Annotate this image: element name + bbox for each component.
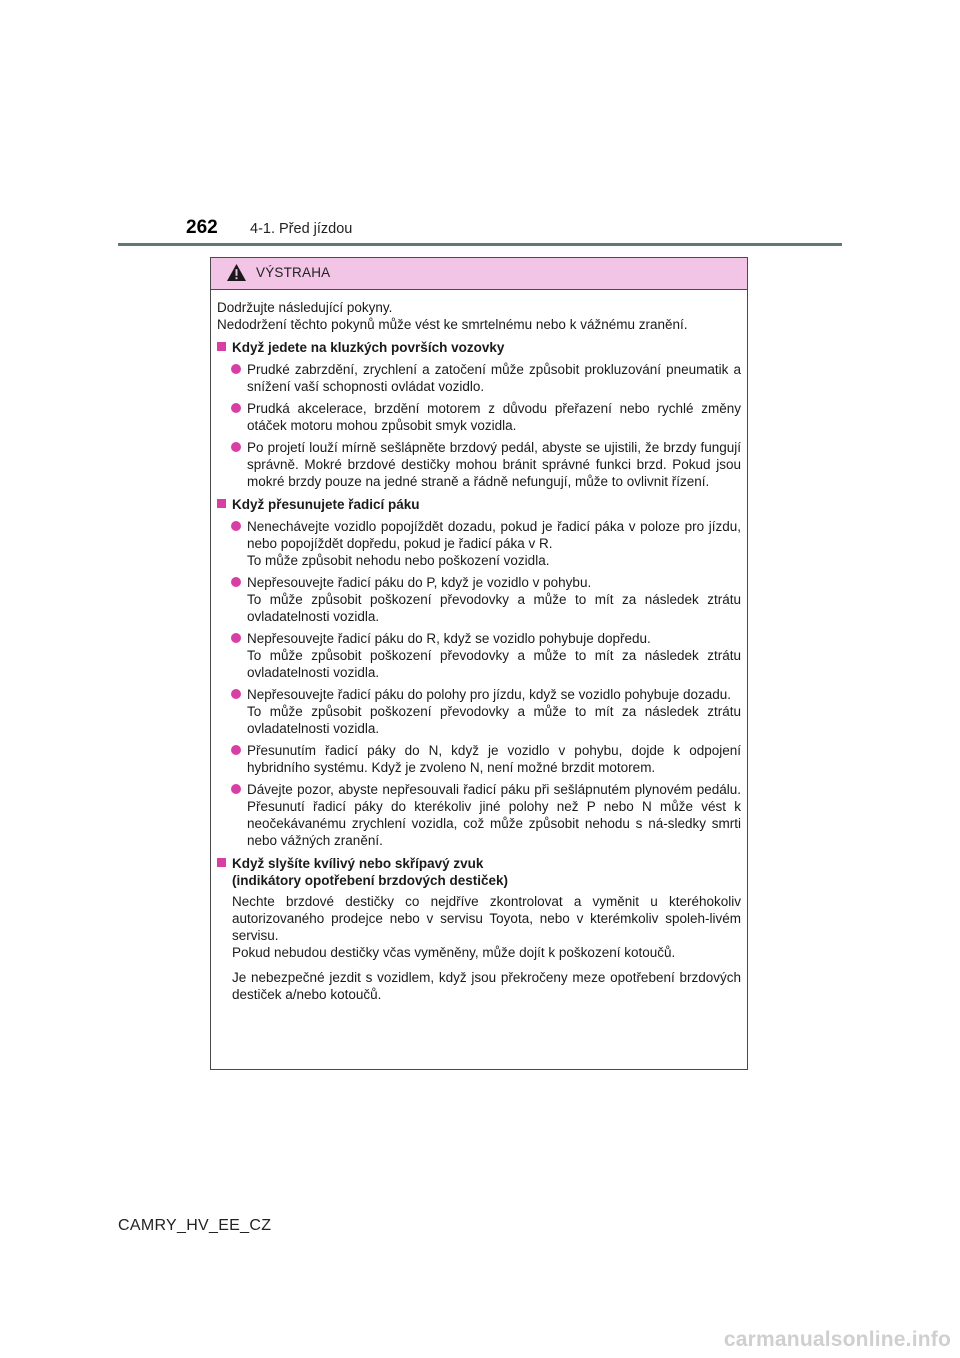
bullet-text: Prudká akcelerace, brzdění motorem z důvodu přeřazení nebo rychlé změny otáček motoru mohou způsobit smyk vozidla. (247, 401, 741, 433)
group-heading (217, 496, 741, 513)
warning-header (211, 258, 747, 290)
bullet-item (217, 574, 741, 625)
circle-bullet-icon (231, 689, 241, 699)
intro-line: Nedodržení těchto pokynů může vést ke smrtelnému nebo k vážnému zranění. (217, 317, 688, 332)
group-heading-line: (indikátory opotřebení brzdových destiček) (232, 873, 509, 888)
warning-triangle-icon (226, 263, 247, 282)
document-code: CAMRY_HV_EE_CZ (118, 1217, 272, 1234)
group-heading (217, 339, 741, 356)
group-heading-line: Když slyšíte kvílivý nebo skřípavý zvuk (232, 856, 484, 871)
group-heading (217, 855, 741, 889)
circle-bullet-icon (231, 784, 241, 794)
square-bullet-icon (217, 499, 226, 508)
circle-bullet-icon (231, 745, 241, 755)
warning-group (217, 339, 741, 490)
group-heading-line: Když přesunujete řadicí páku (232, 497, 420, 512)
paragraph-text: Nechte brzdové destičky co nejdříve zkontrolovat a vyměnit u kteréhokoliv autorizovaného prodejce nebo v servisu Toyota, nebo v kterémkoliv spoleh-livém servisu. (232, 894, 741, 943)
warning-body (211, 290, 747, 1003)
bullet-text: Dávejte pozor, abyste nepřesouvali řadicí páku při sešlápnutém plynovém pedálu. Přesunutí řadicí páky do kterékoliv jiné polohy než P nebo N může vést k neočekávanému zrychlení vozidla, což může způsobit nehodu s ná-sledky smrti nebo vážných zranění. (247, 782, 741, 848)
page-number: 262 (186, 217, 218, 238)
section-title: 4-1. Před jízdou (250, 221, 353, 237)
bullet-item (217, 686, 741, 737)
bullet-text: To může způsobit nehodu nebo poškození vozidla. (247, 553, 550, 568)
bullet-text: Přesunutím řadicí páky do N, když je vozidlo v pohybu, dojde k odpojení hybridního systému. Když je zvoleno N, není možné brzdit motorem. (247, 743, 741, 775)
group-heading-line: Když jedete na kluzkých površích vozovky (232, 340, 505, 355)
header-rule (118, 243, 842, 246)
circle-bullet-icon (231, 364, 241, 374)
intro-line: Dodržujte následující pokyny. (217, 300, 393, 315)
warning-box (210, 257, 748, 1070)
circle-bullet-icon (231, 521, 241, 531)
bullet-text: Nepřesouvejte řadicí páku do R, když se vozidlo pohybuje dopředu. (247, 631, 651, 646)
bullet-text: Nepřesouvejte řadicí páku do P, když je vozidlo v pohybu. (247, 575, 592, 590)
circle-bullet-icon (231, 577, 241, 587)
bullet-item (217, 518, 741, 569)
bullet-text: Po projetí louží mírně sešlápněte brzdový pedál, abyste se ujistili, že brzdy fungují správně. Mokré brzdové destičky mohou bránit správné funkci brzd. Pokud jsou mokré brzdy pouze na jedné straně a řádně nefungují, může to ovlivnit řízení. (247, 440, 741, 489)
bullet-text: Nenechávejte vozidlo popojíždět dozadu, pokud je řadicí páka v poloze pro jízdu, nebo popojíždět dopředu, pokud je řadicí páka v R. (247, 519, 741, 551)
bullet-item (217, 630, 741, 681)
bullet-item (217, 742, 741, 776)
warning-intro (217, 299, 741, 333)
bullet-item (217, 400, 741, 434)
bullet-text: Nepřesouvejte řadicí páku do polohy pro jízdu, když se vozidlo pohybuje dozadu. (247, 687, 732, 702)
bullet-text: Prudké zabrzdění, zrychlení a zatočení může způsobit prokluzování pneumatik a snížení vaší schopnosti ovládat vozidlo. (247, 362, 741, 394)
circle-bullet-icon (231, 403, 241, 413)
paragraph-text: Pokud nebudou destičky včas vyměněny, může dojít k poškození kotoučů. (232, 945, 676, 960)
square-bullet-icon (217, 342, 226, 351)
circle-bullet-icon (231, 442, 241, 452)
paragraph-text: Je nebezpečné jezdit s vozidlem, když jsou překročeny meze opotřebení brzdových destiček a/nebo kotoučů. (232, 970, 741, 1002)
circle-bullet-icon (231, 633, 241, 643)
bullet-text: To může způsobit poškození převodovky a může to mít za následek ztrátu ovladatelnosti vozidla. (247, 704, 741, 736)
bullet-text: To může způsobit poškození převodovky a může to mít za následek ztrátu ovladatelnosti vozidla. (247, 592, 741, 624)
warning-paragraph (217, 893, 741, 961)
warning-paragraph (217, 969, 741, 1003)
watermark: carmanualsonline.info (723, 1328, 951, 1351)
warning-group (217, 855, 741, 1003)
bullet-text: To může způsobit poškození převodovky a může to mít za následek ztrátu ovladatelnosti vozidla. (247, 648, 741, 680)
warning-title: VÝSTRAHA (256, 265, 331, 280)
square-bullet-icon (217, 858, 226, 867)
bullet-item (217, 361, 741, 395)
warning-group (217, 496, 741, 849)
bullet-item (217, 781, 741, 849)
bullet-item (217, 439, 741, 490)
